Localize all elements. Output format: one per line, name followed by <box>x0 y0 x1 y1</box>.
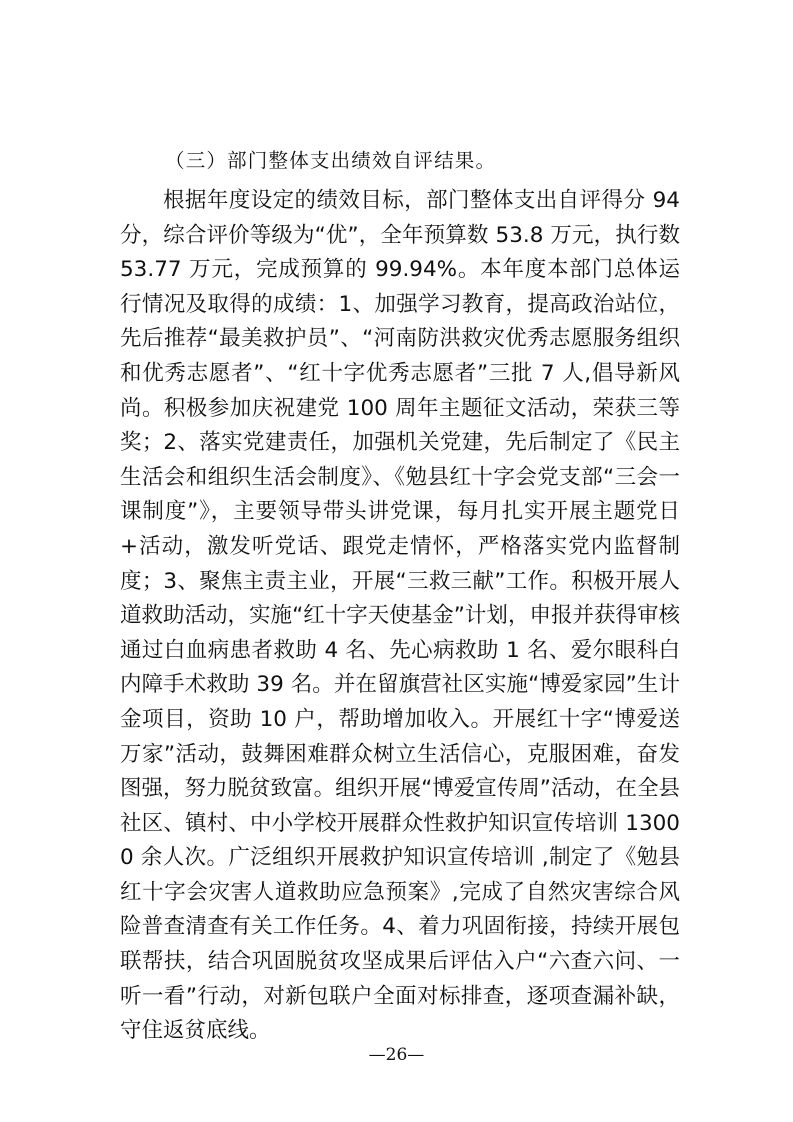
page-number: —26— <box>368 1045 425 1065</box>
body-paragraph: 根据年度设定的绩效目标，部门整体支出自评得分 94 分，综合评价等级为“优”，全年预算数 53.8 万元，执行数 53.77 万元，完成预算的 99.94%。本年度本部门总体运行情况及取得的成绩：1、加强学习教育，提高政治站位，先后推荐“最美救护员”、“河南防洪救灾优秀志愿服务组织和优秀志愿者”、“红十字优秀志愿者”三批 7 人,倡导新风尚。积极参加庆祝建党 100 周年主题征文活动，荣获三等奖；2、落实党建责任，加强机关党建，先后制定了《民主生活会和组织生活会制度》、《勉县红十字会党支部“三会一课制度”》，主要领导带头讲党课，每月扎实开展主题党日+活动，激发听党话、跟党走情怀，严格落实党内监督制度；3、聚焦主责主业，开展“三救三献”工作。积极开展人道救助活动，实施“红十字天使基金”计划，申报并获得审核通过白血病患者救助 4 名、先心病救助 1 名、爱尔眼科白内障手术救助 39 名。并在留旗营社区实施“博爱家园”生计金项目，资助 10 户，帮助增加收入。开展红十字“博爱送万家”活动，鼓舞困难群众树立生活信心，克服困难，奋发图强，努力脱贫致富。组织开展“博爱宣传周”活动，在全县社区、镇村、中小学校开展群众性救护知识宣传培训 13000 余人次。广泛组织开展救护知识宣传培训 ,制定了《勉县红十字会灾害人道救助应急预案》,完成了自然灾害综合风险普查清查有关工作任务。4、着力巩固衔接，持续开展包联帮扶，结合巩固脱贫攻坚成果后评估入户“六查六问、一听一看”行动，对新包联户全面对标排查，逐项查漏补缺，守住返贫底线。 <box>120 188 680 1044</box>
section-heading: （三）部门整体支出绩效自评结果。 <box>165 149 497 172</box>
